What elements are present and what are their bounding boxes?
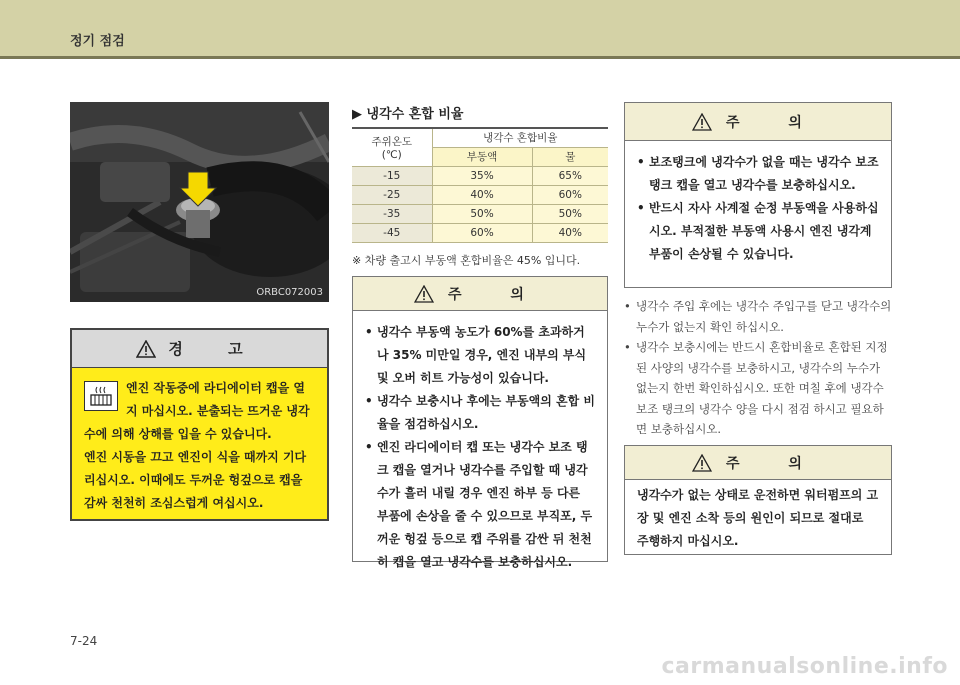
caution-item: • 반드시 자사 사계절 순정 부동액을 사용하십시오. 부적절한 부동액 사용시 엔진 냉각계 부품이 손상될 수 있습니다.	[637, 197, 879, 266]
note-item: • 냉각수 주입 후에는 냉각수 주입구를 닫고 냉각수의 누수가 없는지 확인 하십시오.	[624, 296, 892, 337]
cell-antifreeze: 40%	[432, 185, 532, 204]
caution-label: 주 의	[726, 114, 824, 131]
table-header-antifreeze: 부동액	[432, 147, 532, 166]
caution-item: • 냉각수 부동액 농도가 60%를 초과하거나 35% 미만일 경우, 엔진 내부의 부식 및 오버 히트 가능성이 있습니다.	[365, 321, 595, 390]
table-row	[352, 166, 608, 185]
caution-item: • 엔진 라디에이터 캡 또는 냉각수 보조 탱크 캡을 열거나 냉각수를 주입할 때 냉각수가 흘러 내릴 경우 엔진 하부 등 다른 부품에 손상을 줄 수 있으므로 부직포, 두꺼운 헝겊 등으로 캡 주위를 감싼 뒤 천천히 캡을 열고 냉각수를 보충하십시오.	[365, 436, 595, 574]
warning-line: 수에 의해 상해를 입을 수 있습니다.	[84, 427, 272, 441]
caution-body	[625, 480, 891, 563]
cell-antifreeze: 35%	[432, 166, 532, 185]
caution-label: 주 의	[448, 286, 546, 303]
photo-code: ORBC072003	[256, 287, 323, 298]
cell-antifreeze: 50%	[432, 204, 532, 223]
mix-section-title: ▶ 냉각수 혼합 비율	[352, 107, 464, 122]
warning-triangle-icon	[136, 340, 156, 358]
caution-body	[353, 311, 607, 584]
warning-label: 경 고	[168, 340, 263, 358]
page-header-title: 정기 점검	[70, 34, 125, 49]
cell-temp: -15	[352, 166, 432, 185]
hot-radiator-icon	[84, 381, 118, 411]
temp-header-unit: (℃)	[381, 148, 402, 161]
caution-box-mixture	[352, 276, 608, 569]
warning-body	[72, 368, 327, 524]
caution-item: • 보조탱크에 냉각수가 없을 때는 냉각수 보조 탱크 캡을 열고 냉각수를 보충하십시오.	[637, 151, 879, 197]
warning-line: 지 마십시오. 분출되는 뜨거운 냉각	[126, 404, 310, 418]
cell-temp: -45	[352, 223, 432, 242]
table-header-temp	[352, 128, 432, 166]
coolant-mix-table	[352, 127, 608, 243]
caution-label: 주 의	[726, 455, 824, 472]
page-number: 7-24	[70, 634, 98, 648]
watermark: carmanualsonline.info	[661, 654, 948, 679]
table-row	[352, 223, 608, 242]
warning-line: 엔진 작동중에 라디에이터 캡을 열	[126, 381, 306, 395]
table-header-water: 물	[532, 147, 608, 166]
caution-text: 냉각수가 없는 상태로 운전하면 워터펌프의 고장 및 엔진 소착 등의 원인이 되므로 절대로 주행하지 마십시오.	[637, 488, 879, 548]
coolant-notes-list	[624, 296, 892, 440]
caution-box-reservoir	[624, 102, 892, 288]
table-row	[352, 185, 608, 204]
caution-triangle-icon	[414, 285, 434, 303]
cell-water: 60%	[532, 185, 608, 204]
page-header	[0, 0, 960, 56]
cell-water: 50%	[532, 204, 608, 223]
warning-line: 감싸 천천히 조심스럽게 여십시오.	[84, 496, 264, 510]
cell-water: 40%	[532, 223, 608, 242]
cell-temp: -25	[352, 185, 432, 204]
caution-header	[625, 446, 891, 480]
temp-header-label: 주위온도	[371, 135, 413, 148]
caution-body	[625, 141, 891, 276]
table-row	[352, 204, 608, 223]
cell-water: 65%	[532, 166, 608, 185]
engine-photo	[70, 102, 329, 302]
caution-box-no-coolant	[624, 445, 892, 555]
cell-temp: -35	[352, 204, 432, 223]
table-header-ratio: 냉각수 혼합비율	[432, 128, 608, 147]
caution-header	[353, 277, 607, 311]
header-divider	[0, 56, 960, 59]
caution-item: • 냉각수 보충시나 후에는 부동액의 혼합 비율을 점검하십시오.	[365, 390, 595, 436]
engine-illustration	[70, 102, 329, 302]
caution-header	[625, 103, 891, 141]
mix-note: ※ 차량 출고시 부동액 혼합비율은 45% 입니다.	[352, 254, 581, 267]
cell-antifreeze: 60%	[432, 223, 532, 242]
warning-line: 엔진 시동을 끄고 엔진이 식을 때까지 기다	[84, 450, 307, 464]
caution-triangle-icon	[692, 454, 712, 472]
warning-line: 리십시오. 이때에도 두꺼운 헝겊으로 캡을	[84, 473, 303, 487]
warning-header	[72, 330, 327, 368]
caution-triangle-icon	[692, 113, 712, 131]
warning-box	[70, 328, 329, 521]
note-item: • 냉각수 보충시에는 반드시 혼합비율로 혼합된 지정된 사양의 냉각수를 보충하시고, 냉각수의 누수가 없는지 한번 확인하십시오. 또한 며칠 후에 냉각수 보조 탱크의 냉각수 양을 다시 점검 하시고 필요하면 보충하십시오.	[624, 337, 892, 440]
